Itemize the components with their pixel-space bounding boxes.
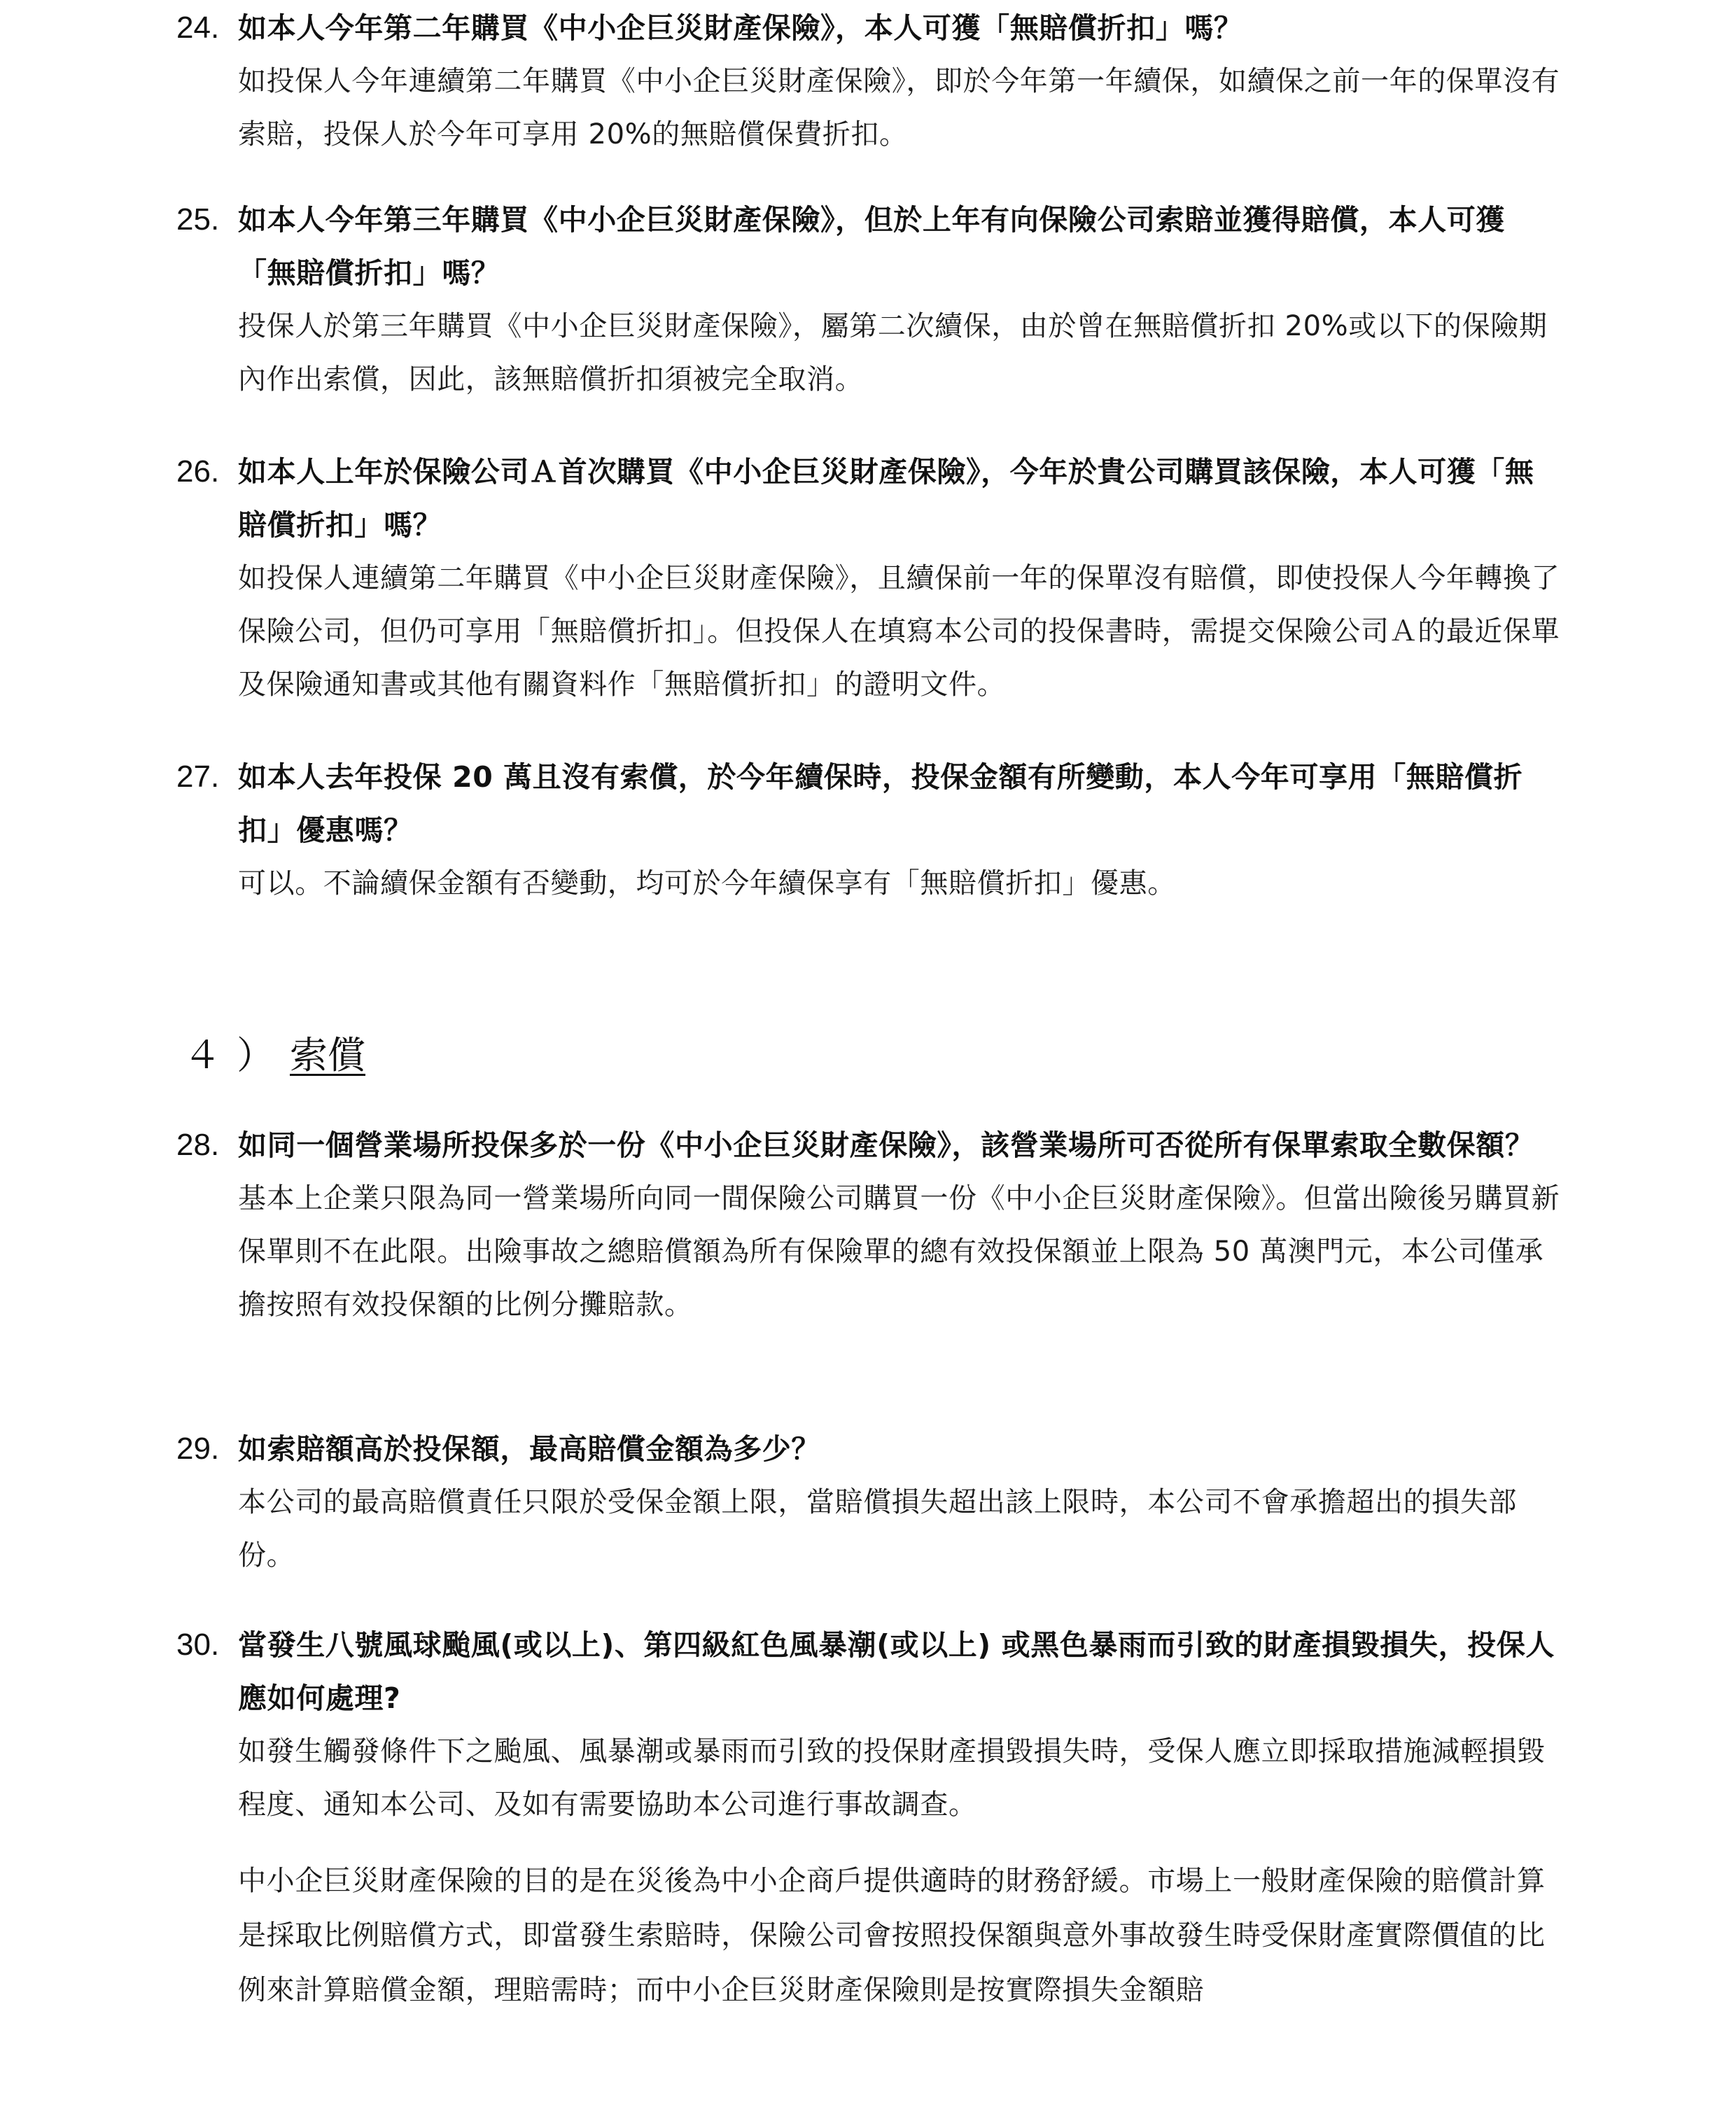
- faq-item-27: [176, 750, 1562, 910]
- answer-text: 投保人於第三年購買《中小企巨災財產保險》，屬第二次續保，由於曾在無賠償折扣 20%或以下的保險期內作出索償，因此，該無賠償折扣須被完全取消。: [238, 310, 1548, 396]
- question-number: 28.: [176, 1128, 220, 1162]
- question-number: 27.: [176, 760, 220, 794]
- question-number: 25.: [176, 202, 220, 237]
- closing-paragraph: 中小企巨災財產保險的目的是在災後為中小企商戶提供適時的財務舒緩。市場上一般財產保險的賠償計算是採取比例賠償方式，即當發生索賠時，保險公司會按照投保額與意外事故發生時受保財產實際價值的比例來計算賠償金額，理賠需時；而中小企巨災財產保險則是按實際損失金額賠: [238, 1865, 1546, 2006]
- question-text: 如本人今年第三年購買《中小企巨災財產保險》，但於上年有向保險公司索賠並獲得賠償，本人可獲「無賠償折扣」嗎？: [238, 203, 1505, 290]
- question-number: 24.: [176, 10, 220, 45]
- question-text: 如本人去年投保 20 萬且沒有索償，於今年續保時，投保金額有所變動，本人今年可享用「無賠償折扣」優惠嗎？: [238, 760, 1523, 847]
- question-text: 當發生八號風球颱風(或以上)、第四級紅色風暴潮(或以上) 或黑色暴雨而引致的財產損毀損失，投保人應如何處理?: [238, 1628, 1555, 1715]
- question-text: 如索賠額高於投保額，最高賠償金額為多少？: [238, 1432, 820, 1466]
- answer-text: 基本上企業只限為同一營業場所向同一間保險公司購買一份《中小企巨災財產保險》。但當出險後另購買新保單則不在此限。出險事故之總賠償額為所有保險單的總有效投保額並上限為 50 萬澳門元，本公司僅承擔按照有效投保額的比例分攤賠款。: [238, 1182, 1560, 1321]
- section-heading-claims: [183, 1028, 365, 1084]
- faq-item-30: [176, 1618, 1562, 1831]
- section-title: 索償: [290, 1033, 365, 1077]
- faq-item-26: [176, 445, 1562, 711]
- answer-text: 如投保人連續第二年購買《中小企巨災財產保險》，且續保前一年的保單沒有賠償，即使投保人今年轉換了保險公司，但仍可享用「無賠償折扣」。但投保人在填寫本公司的投保書時，需提交保險公司Ａ的最近保單及保險通知書或其他有關資料作「無賠償折扣」的證明文件。: [238, 562, 1560, 701]
- question-text: 如本人上年於保險公司Ａ首次購買《中小企巨災財產保險》，今年於貴公司購買該保險，本人可獲「無賠償折扣」嗎？: [238, 455, 1534, 542]
- answer-text: 可以。不論續保金額有否變動，均可於今年續保享有「無賠償折扣」優惠。: [238, 867, 1176, 899]
- question-number: 26.: [176, 454, 220, 489]
- answer-text: 如投保人今年連續第二年購買《中小企巨災財產保險》，即於今年第一年續保，如續保之前一年的保單沒有索賠，投保人於今年可享用 20%的無賠償保費折扣。: [238, 65, 1560, 150]
- faq-item-25: [176, 193, 1562, 406]
- question-text: 如本人今年第二年購買《中小企巨災財產保險》，本人可獲「無賠償折扣」嗎？: [238, 11, 1243, 45]
- answer-text: 本公司的最高賠償責任只限於受保金額上限，當賠償損失超出該上限時，本公司不會承擔超出的損失部份。: [238, 1486, 1517, 1572]
- faq-item-24: [176, 1, 1562, 161]
- answer-text: 如發生觸發條件下之颱風、風暴潮或暴雨而引致的投保財產損毀損失時，受保人應立即採取措施減輕損毀程度、通知本公司、及如有需要協助本公司進行事故調查。: [238, 1735, 1546, 1821]
- question-number: 29.: [176, 1432, 220, 1466]
- question-text: 如同一個營業場所投保多於一份《中小企巨災財產保險》，該營業場所可否從所有保單索取全數保額？: [238, 1128, 1534, 1162]
- section-number: ４: [183, 1033, 221, 1077]
- section-paren: ）: [237, 1033, 274, 1077]
- question-number: 30.: [176, 1628, 220, 1662]
- faq-item-28: [176, 1119, 1562, 1331]
- faq-item-29: [176, 1422, 1562, 1582]
